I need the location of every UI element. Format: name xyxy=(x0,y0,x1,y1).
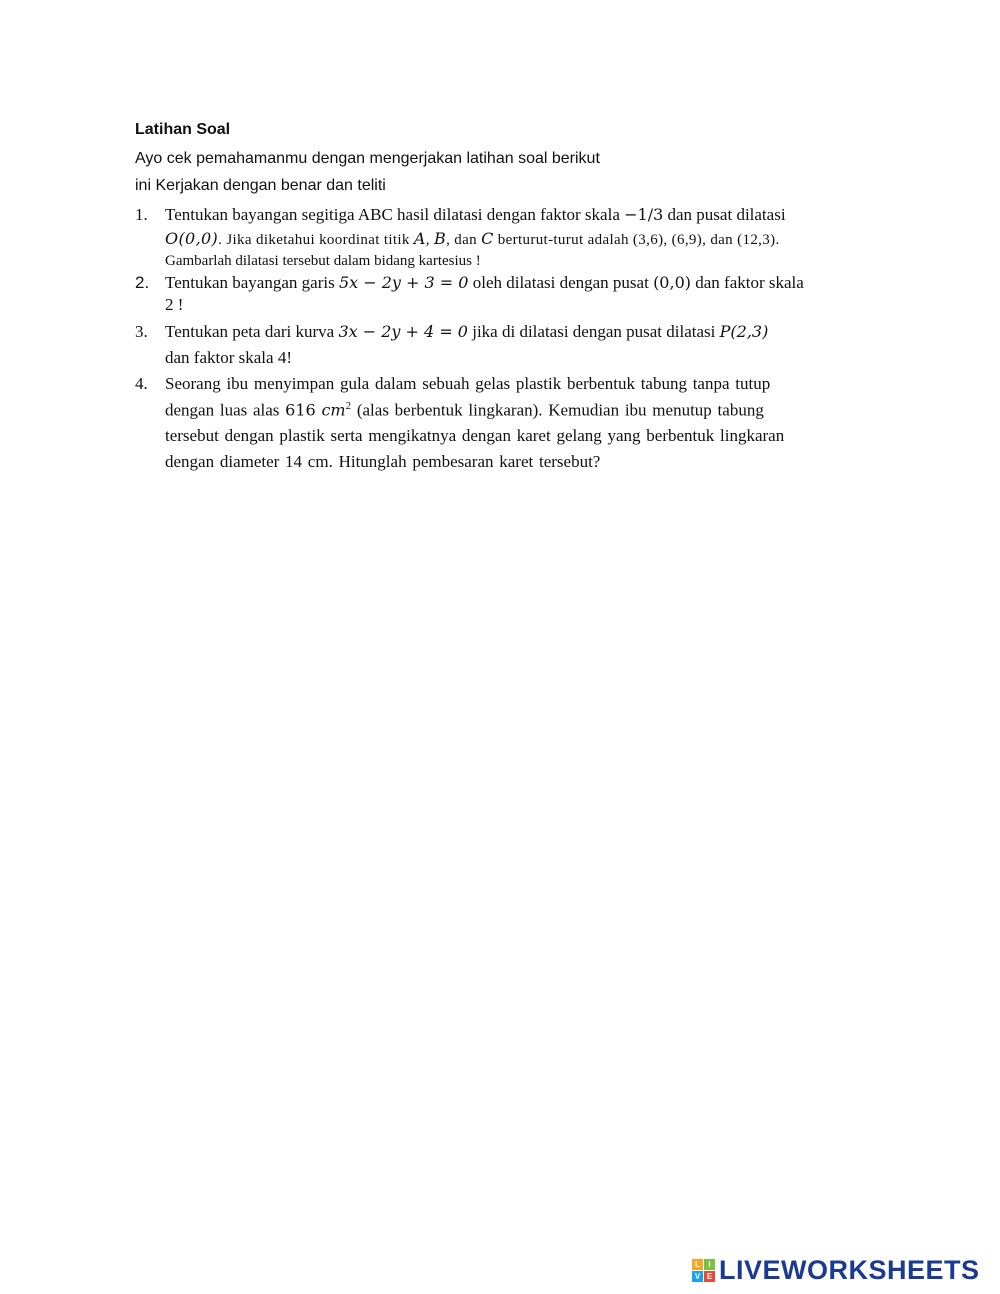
question-text: Tentukan bayangan segitiga ABC hasil dilatasi dengan faktor skala −1/3 dan pusat dilatasi O(0,0). Jika diketahui koordinat titik A, B, dan C berturut-turut adalah (3,6), (6,9), dan (12,3). Gambarlah dilatasi tersebut dalam bidang kartesius ! xyxy=(165,205,786,269)
question-text: Seorang ibu menyimpan gula dalam sebuah gelas plastik berbentuk tabung tanpa tutup dengan luas alas 616 $cm^2$ (alas berbentuk lingkaran). Kemudian ibu menutup tabung tersebut dengan plastik serta mengikatnya dengan karet gelang yang berbentuk lingkaran dengan diameter 14 cm. Hitunglah pembesaran karet tersebut? xyxy=(165,374,785,471)
question-text: Tentukan bayangan garis 5x − 2y + 3 = 0 oleh dilatasi dengan pusat (0,0) dan faktor skala 2 ! xyxy=(165,273,804,314)
line-equation: 5x − 2y + 3 = 0 xyxy=(338,273,469,292)
logo-text: LIVEWORKSHEETS xyxy=(719,1254,980,1285)
question-text: Tentukan peta dari kurva 3x − 2y + 4 = 0 jika di dilatasi dengan pusat dilatasi P(2,3) dan faktor skala 4! xyxy=(165,322,769,367)
question-number: 3. xyxy=(135,322,148,341)
question-number: 2. xyxy=(135,273,150,292)
intro-line-2: ini Kerjakan dengan benar dan teliti xyxy=(135,177,386,194)
liveworksheets-logo xyxy=(692,1255,980,1285)
logo-grid-icon: L I V E xyxy=(692,1259,715,1282)
center-point: O(0,0) xyxy=(165,229,219,248)
worksheet-title: Latihan Soal xyxy=(135,121,231,138)
curve-equation: 3x − 2y + 4 = 0 xyxy=(338,322,468,341)
question-number: 4. xyxy=(135,374,148,393)
intro-line-1: Ayo cek pemahamanmu dengan mengerjakan latihan soal berikut xyxy=(135,150,600,167)
question-number: 1. xyxy=(135,205,148,224)
scale-factor: −1/3 xyxy=(624,205,664,224)
